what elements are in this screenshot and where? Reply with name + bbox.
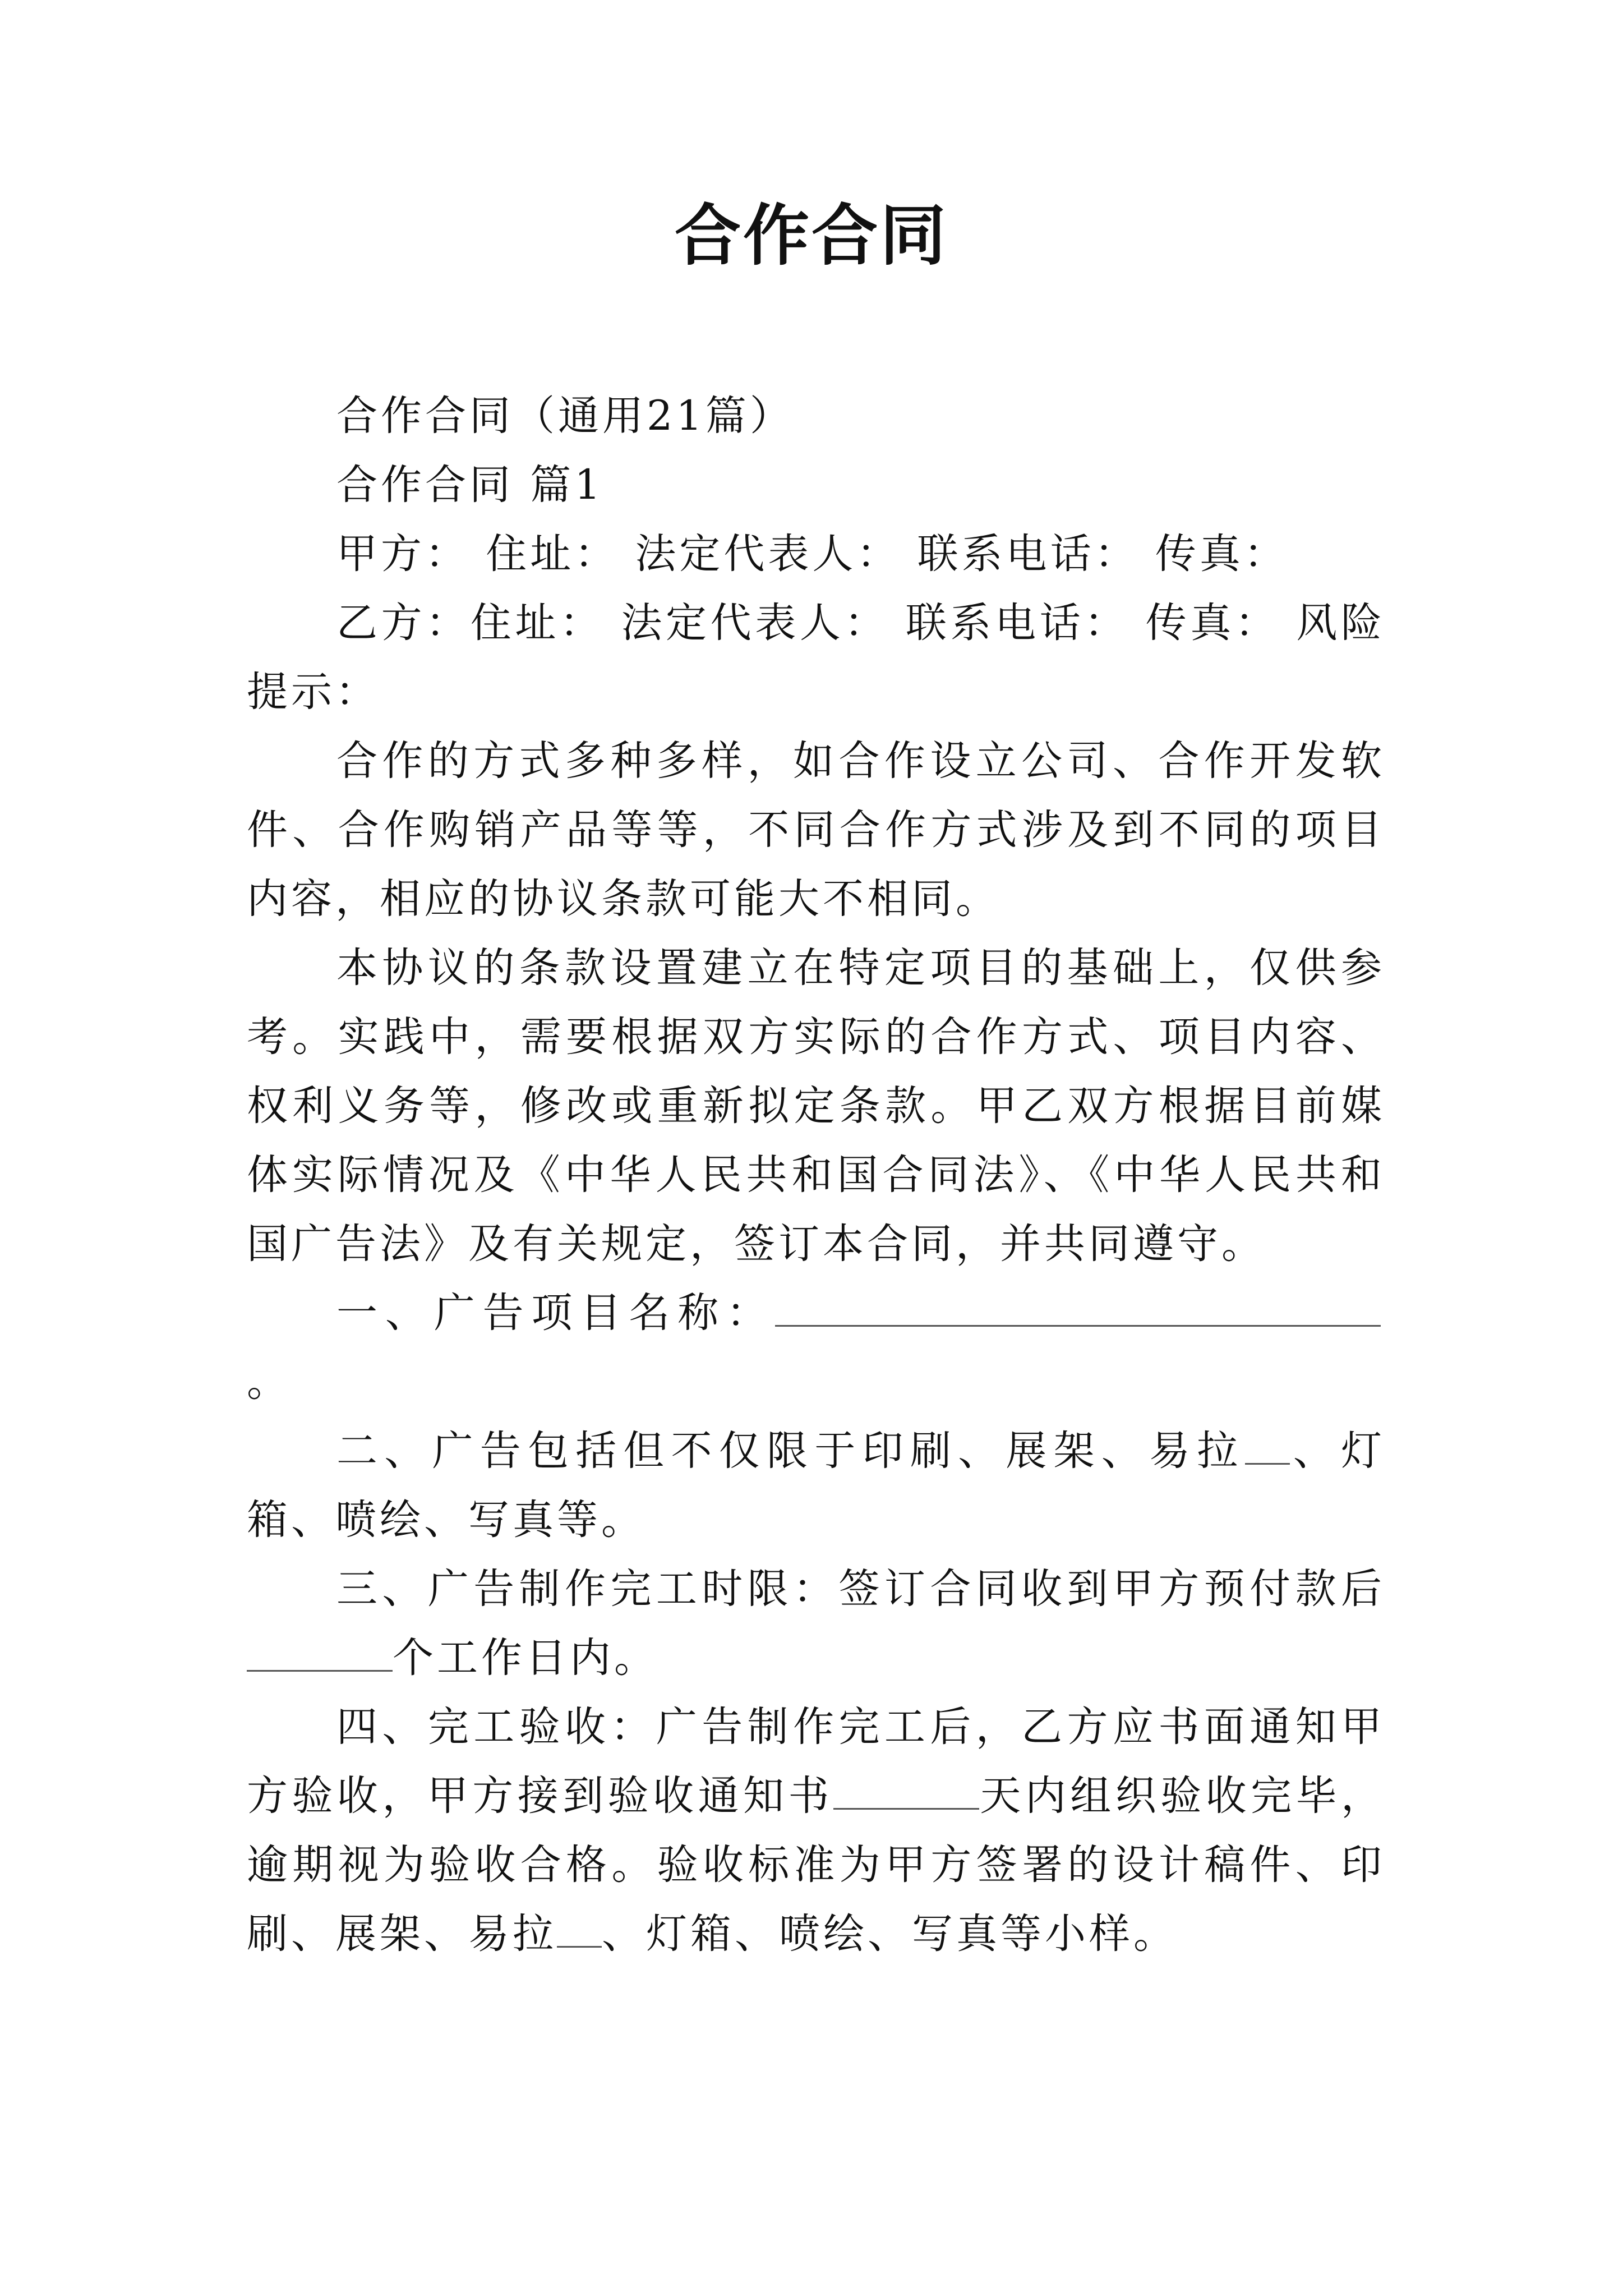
blank-line <box>775 1288 1381 1327</box>
blank-line <box>1245 1426 1290 1465</box>
clause-4-text: 四、完工验收：广告制作完工后，乙方应书面通知甲方验收，甲方接到验收通知书 <box>247 1703 1385 1820</box>
paragraph-clause-4 <box>247 1692 1385 1968</box>
document-title: 合作合同 <box>674 197 948 274</box>
document-body <box>247 381 1385 1968</box>
paragraph-party-b: 乙方：住址： 法定代表人： 联系电话： 传真： 风险提示： <box>247 599 1385 716</box>
clause-1-end: 。 <box>247 1358 291 1406</box>
blank-line <box>833 1771 979 1810</box>
paragraph-clause-3 <box>247 1554 1385 1692</box>
paragraph-reference-note: 本协议的条款设置建立在特定项目的基础上，仅供参考。实践中，需要根据双方实际的合作方式、项目内容、权利义务等，修改或重新拟定条款。甲乙双方根据目前媒体实际情况及《中华人民共和国合同法》、《中华人民共和国广告法》及有关规定，签订本合同，并共同遵守。 <box>247 944 1385 1268</box>
paragraph-clause-1 <box>247 1278 1385 1416</box>
clause-2-end: 、灯箱、喷绘、写真等。 <box>247 1427 1386 1544</box>
clause-3-text: 三、广告制作完工时限：签订合同收到甲方预付款后 <box>336 1565 1385 1613</box>
paragraph-section-heading: 合作合同 篇1 <box>336 461 604 509</box>
paragraph-clause-2 <box>247 1416 1385 1554</box>
blank-line <box>247 1633 393 1672</box>
clause-1-text: 一、广告项目名称： <box>336 1289 775 1337</box>
clause-2-text: 二、广告包括但不仅限于印刷、展架、易拉 <box>336 1427 1245 1475</box>
paragraph-subtitle: 合作合同（通用21篇） <box>336 392 794 440</box>
paragraph-cooperation-modes: 合作的方式多种多样，如合作设立公司、合作开发软件、合作购销产品等等，不同合作方式涉及到不同的项目内容，相应的协议条款可能大不相同。 <box>247 737 1385 923</box>
paragraph-party-a: 甲方： 住址： 法定代表人： 联系电话： 传真： <box>336 530 1288 578</box>
blank-line <box>557 1909 602 1948</box>
clause-3-end: 个工作日内。 <box>393 1634 658 1682</box>
clause-4-end: 、灯箱、喷绘、写真等小样。 <box>602 1910 1178 1958</box>
clause-4-middle: 天内组织验收完毕，逾期视为验收合格。验收标准为甲方签署的设计稿件、印刷、展架、易拉 <box>247 1772 1386 1958</box>
